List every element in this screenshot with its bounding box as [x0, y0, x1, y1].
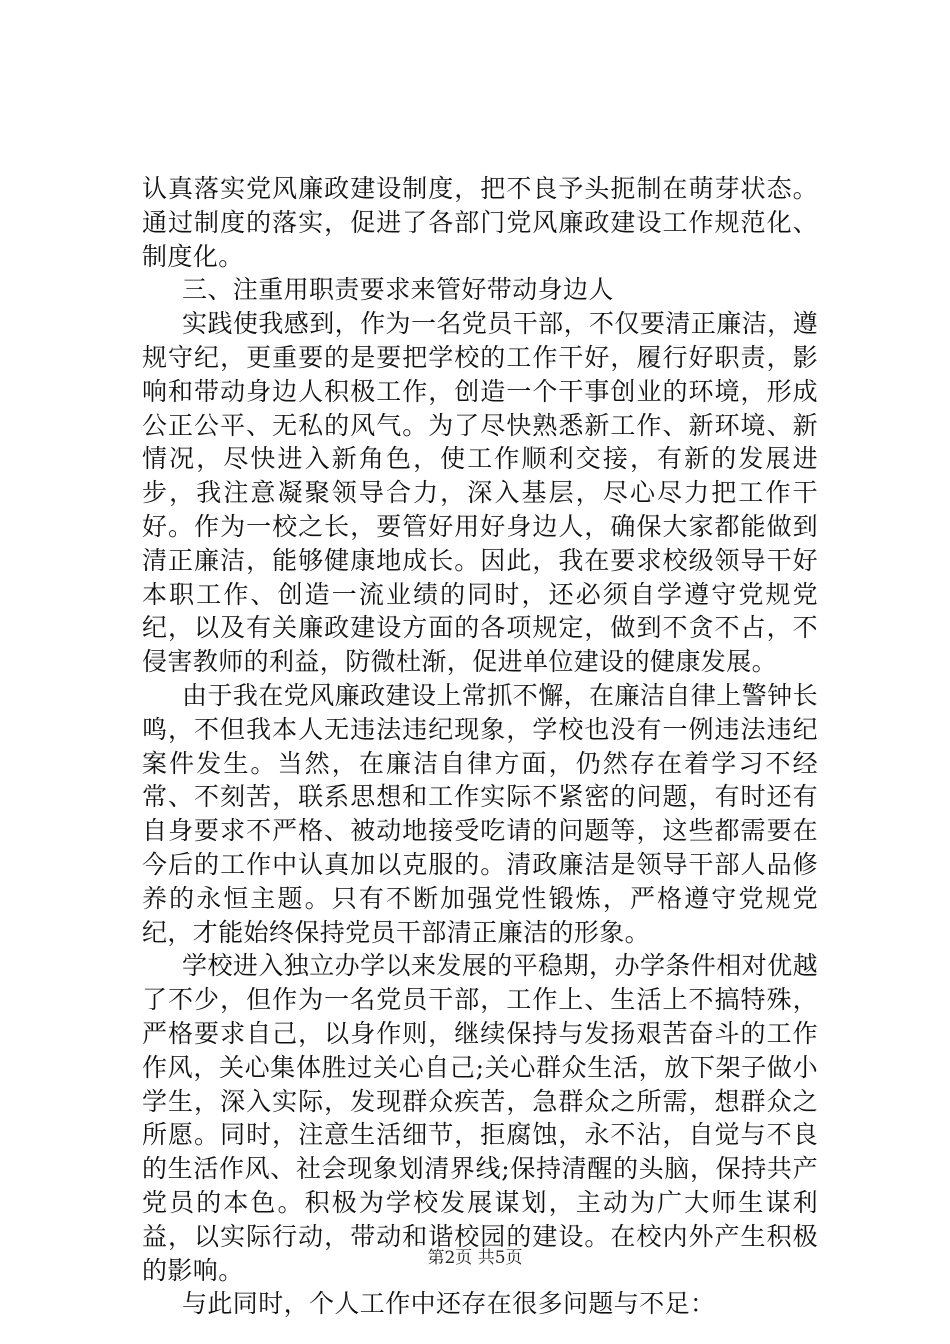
page-number-footer: 第2页 共5页 [427, 1248, 523, 1268]
paragraph: 与此同时，个人工作中还存在很多问题与不足： [182, 1289, 716, 1319]
paragraph: 由于我在党风廉政建设上常抓不懈，在廉洁自律上警钟长鸣，不但我本人无违法违纪现象，学校也没有一例违法违纪案件发生。当然，在廉洁自律方面，仍然存在着学习不经常、不刻苦，联系思想和工作实际不紧密的问题，有时还有自身要求不严格、被动地接受吃请的问题等，这些都需要在今后的工作中认真加以克服的。清政廉洁是领导干部人品修养的永恒主题。只有不断加强党性锻炼，严格遵守党规党纪，才能始终保持党员干部清正廉洁的形象。 [142, 680, 818, 947]
paragraph: 实践使我感到，作为一名党员干部，不仅要清正廉洁，遵规守纪，更重要的是要把学校的工作干好，履行好职责，影响和带动身边人积极工作，创造一个干事创业的环境，形成公正公平、无私的风气。为了尽快熟悉新工作、新环境、新情况，尽快进入新角色，使工作顺利交接，有新的发展进步，我注意凝聚领导合力，深入基层，尽心尽力把工作干好。作为一校之长，要管好用好身边人，确保大家都能做到清正廉洁，能够健康地成长。因此，我在要求校级领导干好本职工作、创造一流业绩的同时，还必须自学遵守党规党纪，以及有关廉政建设方面的各项规定，做到不贪不占，不侵害教师的利益，防微杜渐，促进单位建设的健康发展。 [142, 309, 818, 677]
section-heading: 三、注重用职责要求来管好带动身边人 [182, 275, 614, 305]
paragraph-continuation: 认真落实党风廉政建设制度，把不良予头扼制在萌芽状态。通过制度的落实，促进了各部门党风廉政建设工作规范化、制度化。 [142, 174, 818, 271]
document-body [142, 172, 818, 1321]
paragraph: 学校进入独立办学以来发展的平稳期，办学条件相对优越了不少，但作为一名党员干部，工作上、生活上不搞特殊，严格要求自己，以身作则，继续保持与发扬艰苦奋斗的工作作风，关心集体胜过关心自己;关心群众生活，放下架子做小学生，深入实际，发现群众疾苦，急群众之所需，想群众之所愿。同时，注意生活细节，拒腐蚀，永不沾，自觉与不良的生活作风、社会现象划清界线;保持清醒的头脑，保持共产党员的本色。积极为学校发展谋划，主动为广大师生谋利益，以实际行动，带动和谐校园的建设。在校内外产生积极的影响。 [142, 951, 818, 1285]
